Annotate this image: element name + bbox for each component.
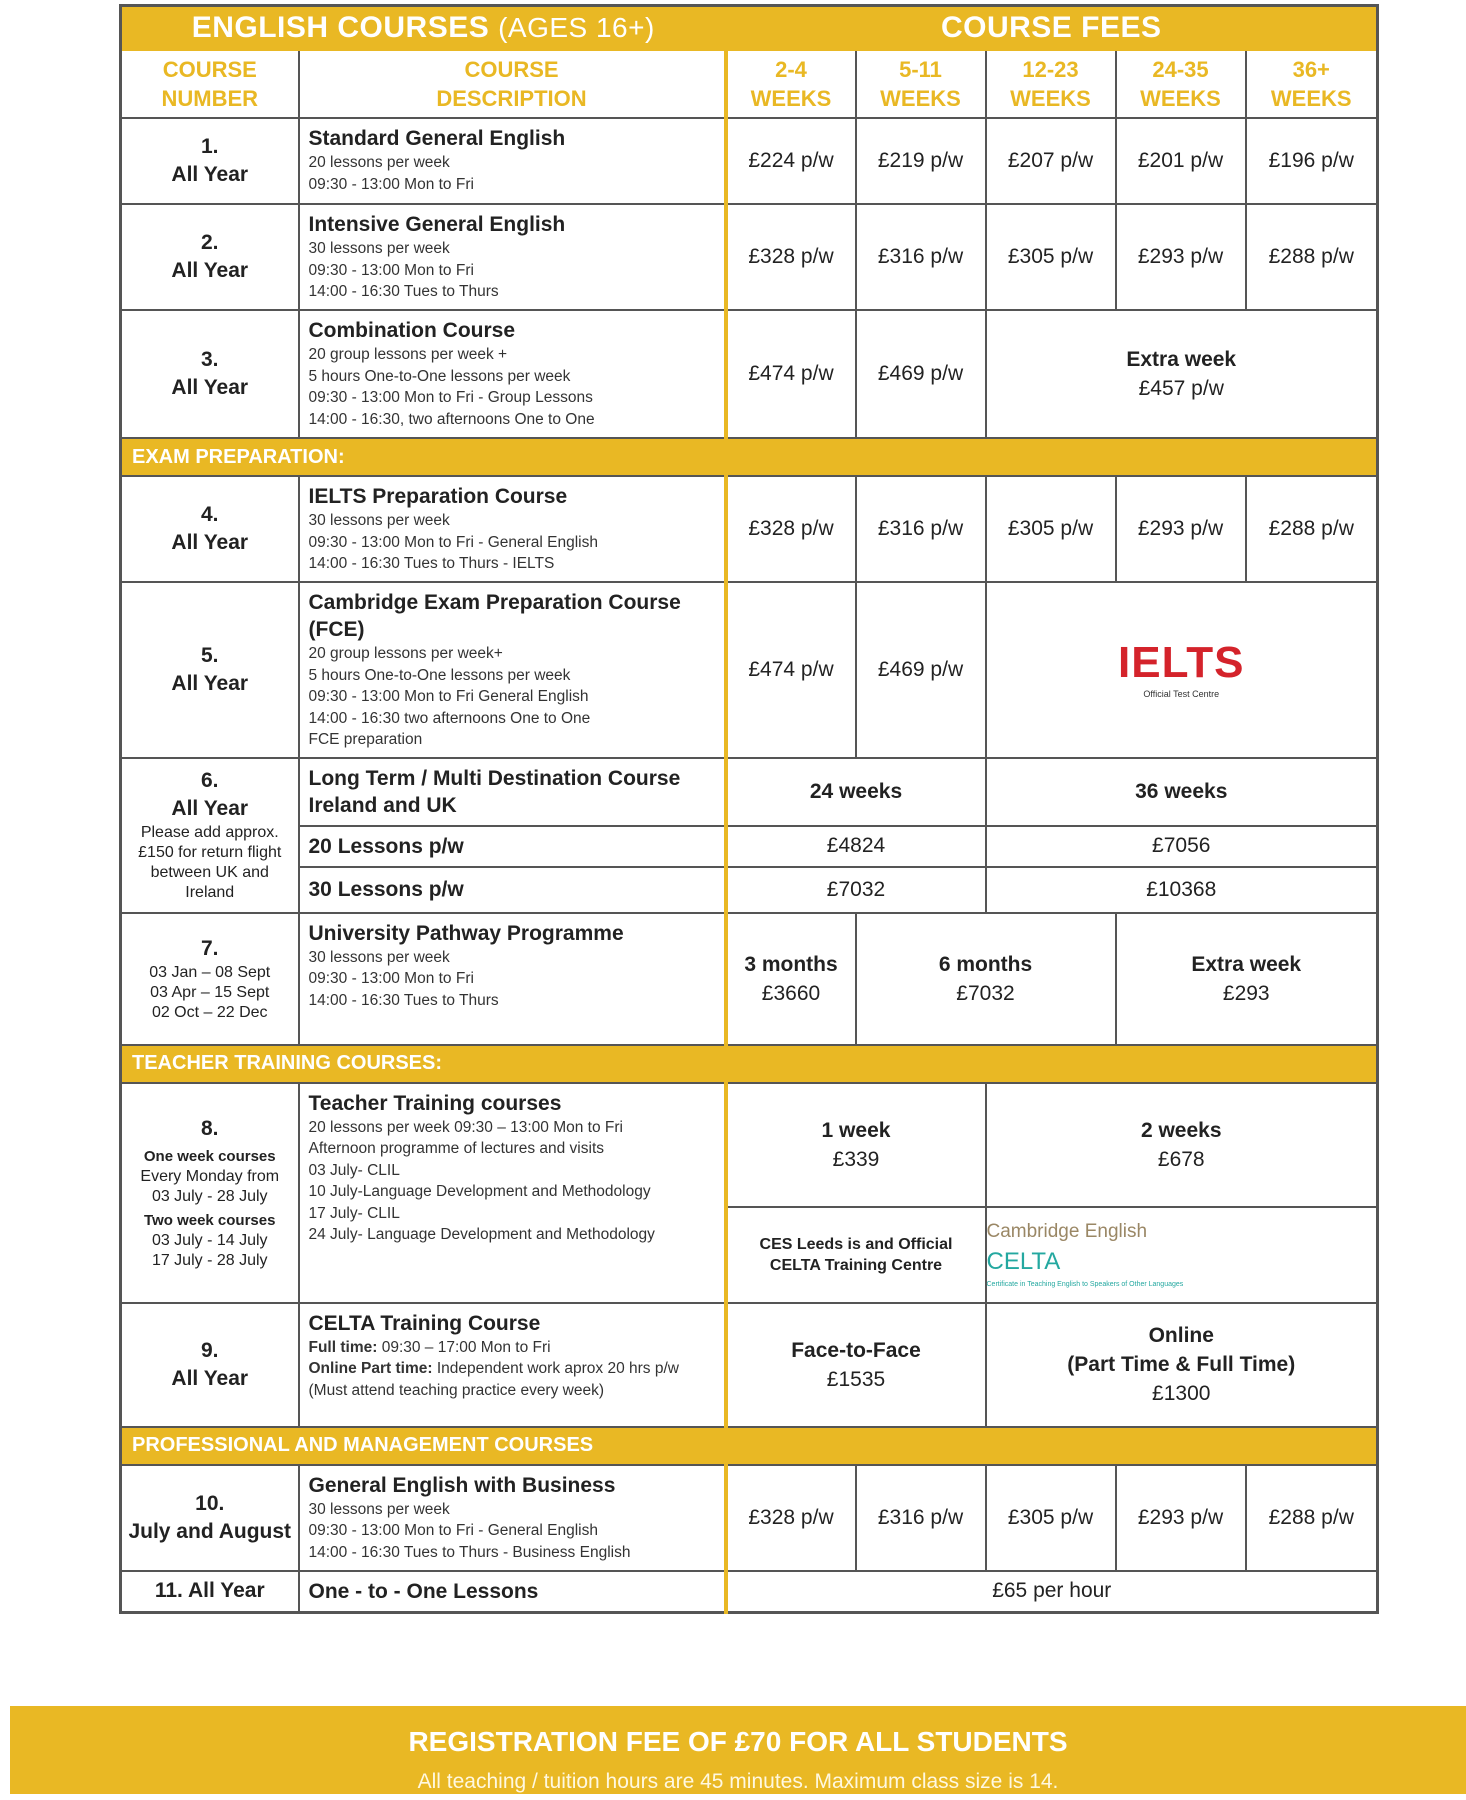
course-title: IELTS Preparation Course [308,485,568,508]
option-extra-week: Extra week £293 [1116,913,1378,1045]
price-cell: £7032 [726,867,986,913]
ielts-logo-tagline: Official Test Centre [1143,688,1220,699]
col-header-36-plus-weeks: 36+ WEEKS [1246,50,1378,118]
price-cell: £316 p/w [856,476,986,582]
course-row-10 [121,1465,1378,1571]
course-number: 10. July and August [121,1465,299,1571]
course-number: 2. All Year [121,204,299,310]
course-row-8 [121,1083,1378,1207]
course-row-9 [121,1303,1378,1427]
course-row-7 [121,913,1378,1045]
price-cell: £328 p/w [726,476,856,582]
price-cell: £328 p/w [726,1465,856,1571]
course-number: 7. 03 Jan – 08 Sept 03 Apr – 15 Sept 02 Oct – 22 Dec [121,913,299,1045]
price-cell: £316 p/w [856,1465,986,1571]
table-title-row [121,6,1378,51]
course-row-2 [121,204,1378,310]
price-cell: £224 p/w [726,118,856,204]
price-cell: £328 p/w [726,204,856,310]
col-header-12-23-weeks: 12-23 WEEKS [986,50,1116,118]
course-description: Standard General English 20 lessons per week 09:30 - 13:00 Mon to Fri [299,118,726,204]
price-cell: £474 p/w [726,582,856,758]
price-cell: £4824 [726,826,986,867]
price-cell: £288 p/w [1246,204,1378,310]
course-description: Cambridge Exam Preparation Course (FCE) 20 group lessons per week+ 5 hours One-to-One lessons per week 09:30 - 13:00 Mon to Fri General English 14:00 - 16:30 two afternoons One to One FCE preparation [299,582,726,758]
lesson-option-label: 30 Lessons p/w [299,867,726,913]
ielts-logo [986,582,1378,758]
price-cell: £201 p/w [1116,118,1246,204]
tuition-note: All teaching / tuition hours are 45 minutes. Maximum class size is 14. [417,1770,1059,1793]
course-number: 9. All Year [121,1303,299,1427]
title-bold: ENGLISH COURSES [191,11,490,44]
lesson-option-label: 20 Lessons p/w [299,826,726,867]
course-row-1 [121,118,1378,204]
section-title: TEACHER TRAINING COURSES: [121,1045,1378,1083]
price-cell: £196 p/w [1246,118,1378,204]
course-row-6-header [121,758,1378,826]
course-number: 1. All Year [121,118,299,204]
price-cell: £469 p/w [856,310,986,438]
course-title: CELTA Training Course [308,1311,541,1335]
price-cell: £219 p/w [856,118,986,204]
course-description: Combination Course 20 group lessons per week + 5 hours One-to-One lessons per week 09:30 - 13:00 Mon to Fri - Group Lessons 14:00 - 16:30, two afternoons One to One [299,310,726,438]
title-light: (AGES 16+) [498,12,655,43]
course-number: 5. All Year [121,582,299,758]
course-row-11 [121,1571,1378,1613]
celta-centre-note: CES Leeds is and Official CELTA Training Centre [726,1207,986,1303]
option-online: Online (Part Time & Full Time) £1300 [986,1303,1378,1427]
price-cell: £10368 [986,867,1378,913]
course-description: University Pathway Programme 30 lessons per week 09:30 - 13:00 Mon to Fri 14:00 - 16:30 Tues to Thurs [299,913,726,1045]
price-cell: £316 p/w [856,204,986,310]
course-row-6-30-lessons [121,867,1378,913]
course-title: Teacher Training courses [308,1091,562,1115]
course-title-line: Long Term / Multi Destination Course [308,766,681,790]
course-number: 3. All Year [121,310,299,438]
course-row-3 [121,310,1378,438]
celta-text: CELTA [986,1247,1061,1275]
option-2-weeks: 2 weeks £678 [986,1083,1378,1207]
course-number: 4. All Year [121,476,299,582]
price-cell: £207 p/w [986,118,1116,204]
price-cell: £305 p/w [986,1465,1116,1571]
col-header-description: COURSE DESCRIPTION [299,50,726,118]
price-cell: £305 p/w [986,204,1116,310]
price-cell: £7056 [986,826,1378,867]
celta-subtitle: Certificate in Teaching English to Speakers of Other Languages [986,1280,1184,1288]
course-description [299,1571,726,1613]
option-6-months: 6 months £7032 [856,913,1116,1045]
option-face-to-face: Face-to-Face £1535 [726,1303,986,1427]
price-cell: £293 p/w [1116,476,1246,582]
course-number: 6. All Year Please add approx. £150 for return flight between UK and Ireland [121,758,299,913]
col-header-24-35-weeks: 24-35 WEEKS [1116,50,1246,118]
section-title: EXAM PREPARATION: [121,438,1378,476]
price-cell: £305 p/w [986,476,1116,582]
course-number: 8. One week courses Every Monday from 03 July - 28 July Two week courses 03 July - 14 July 17 July - 28 July [121,1083,299,1303]
course-description [299,758,726,826]
option-3-months: 3 months £3660 [726,913,856,1045]
course-title: Intensive General English [308,213,566,236]
course-title-line: Ireland and UK [308,793,457,817]
section-professional-management [121,1427,1378,1465]
course-number: 11. All Year [121,1571,299,1613]
course-title: General English with Business [308,1473,616,1497]
course-description: Teacher Training courses 20 lessons per week 09:30 – 13:00 Mon to Fri Afternoon programme of lectures and visits 03 July- CLIL 10 July-Language Development and Methodology 17 July- CLIL 24 July- Language Development and Methodology [299,1083,726,1303]
price-cell: £474 p/w [726,310,856,438]
course-title: Cambridge Exam Preparation Course (FCE) [308,591,681,641]
course-title: University Pathway Programme [308,921,624,945]
col-header-number: COURSE NUMBER [121,50,299,118]
section-teacher-training [121,1045,1378,1083]
course-row-4 [121,476,1378,582]
course-fees-table [119,4,1379,1614]
cambridge-english-text: Cambridge English [986,1220,1148,1242]
duration-24-weeks: 24 weeks [726,758,986,826]
section-title: PROFESSIONAL AND MANAGEMENT COURSES [121,1427,1378,1465]
course-fees-title: COURSE FEES [726,6,1378,51]
course-title: Standard General English [308,127,566,150]
price-cell: £288 p/w [1246,476,1378,582]
course-title: One - to - One Lessons [308,1579,539,1603]
price-cell: £293 p/w [1116,1465,1246,1571]
course-title: Combination Course [308,319,516,342]
col-header-2-4-weeks: 2-4 WEEKS [726,50,856,118]
registration-fee-banner [10,1706,1466,1794]
course-description: Intensive General English 30 lessons per week 09:30 - 13:00 Mon to Fri 14:00 - 16:30 Tues to Thurs [299,204,726,310]
course-row-5 [121,582,1378,758]
col-header-5-11-weeks: 5-11 WEEKS [856,50,986,118]
ielts-logo-word: IELTS [1118,637,1245,687]
course-description: General English with Business 30 lessons per week 09:30 - 13:00 Mon to Fri - General English 14:00 - 16:30 Tues to Thurs - Business English [299,1465,726,1571]
course-description: IELTS Preparation Course 30 lessons per week 09:30 - 13:00 Mon to Fri - General English 14:00 - 16:30 Tues to Thurs - IELTS [299,476,726,582]
price-cell: £293 p/w [1116,204,1246,310]
english-courses-title [121,6,726,51]
course-description: CELTA Training Course Full time: 09:30 – 17:00 Mon to Fri Online Part time: Independent work aprox 20 hrs p/w (Must attend teaching practice every week) [299,1303,726,1427]
option-1-week: 1 week £339 [726,1083,986,1207]
extra-week-cell: Extra week £457 p/w [986,310,1378,438]
price-cell: £65 per hour [726,1571,1378,1613]
registration-fee-text: REGISTRATION FEE OF £70 FOR ALL STUDENTS [408,1726,1068,1757]
price-cell: £288 p/w [1246,1465,1378,1571]
cambridge-celta-logo [986,1207,1378,1303]
duration-36-weeks: 36 weeks [986,758,1378,826]
column-header-row [121,50,1378,118]
course-row-6-20-lessons [121,826,1378,867]
price-cell: £469 p/w [856,582,986,758]
section-exam-preparation [121,438,1378,476]
